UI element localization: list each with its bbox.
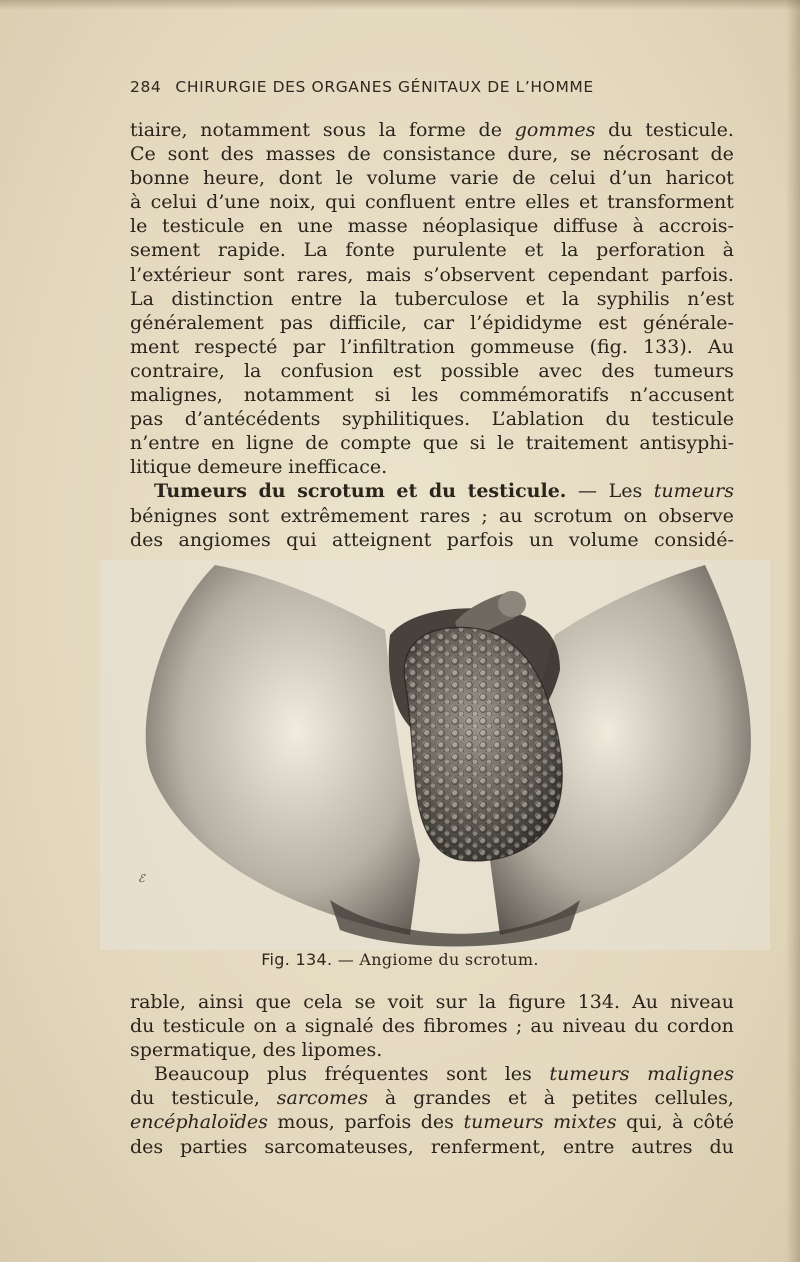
bold-word: et — [396, 480, 418, 503]
word: angiomes — [178, 528, 271, 551]
word: du — [130, 1015, 155, 1038]
word: le — [335, 167, 354, 190]
text-line — [130, 118, 734, 142]
word: scrotum — [533, 504, 613, 527]
word: parfois. — [661, 263, 734, 286]
page-number: 284 — [130, 78, 162, 96]
word: notamment — [200, 119, 311, 141]
word: spermatique, — [130, 1039, 257, 1062]
word: ment — [130, 335, 180, 358]
word: nécrosant — [603, 143, 699, 166]
word: figure — [508, 991, 566, 1013]
word: d’un — [609, 167, 652, 190]
figure-illustration — [100, 560, 770, 950]
word: volume — [366, 167, 437, 190]
word: cellules, — [654, 1087, 734, 1110]
word: d’une — [206, 191, 261, 214]
word: sur — [435, 991, 467, 1013]
word: est — [392, 359, 422, 382]
word: s’observent — [423, 263, 536, 286]
word: grandes — [413, 1087, 492, 1110]
text-line — [130, 407, 734, 431]
word: ainsi — [198, 991, 244, 1013]
word: cela — [303, 991, 343, 1013]
word: côté — [693, 1111, 734, 1134]
word: qui, — [626, 1111, 663, 1134]
word: ligne — [246, 432, 294, 455]
word: atteignent — [332, 528, 432, 551]
word: mais — [365, 263, 412, 286]
word: la — [243, 359, 262, 382]
word: n’entre — [130, 432, 200, 455]
word: petites — [571, 1087, 638, 1110]
word: mous, — [277, 1111, 335, 1134]
word: considé- — [653, 528, 734, 551]
text-line — [130, 455, 734, 479]
word: les — [504, 1063, 532, 1086]
italic-word: malignes — [647, 1063, 734, 1086]
italic-word: mixtes — [553, 1111, 617, 1134]
word: masse — [347, 215, 408, 238]
word: n’est — [687, 287, 734, 310]
word: confusion — [280, 359, 374, 382]
word: sous — [322, 119, 366, 141]
text-block-bottom — [130, 990, 734, 1159]
bold-word: du — [428, 480, 456, 503]
word: transforment — [607, 191, 734, 214]
word: si — [374, 384, 391, 407]
text-line — [130, 1062, 734, 1086]
word: les — [411, 384, 439, 407]
text-line — [130, 383, 734, 407]
word: du — [608, 119, 633, 141]
word: rapide. — [217, 239, 286, 262]
word: et — [507, 1087, 527, 1110]
word: haricot — [665, 167, 734, 190]
word: qui — [286, 528, 317, 551]
word: extrêmement — [280, 504, 409, 527]
word: la — [359, 287, 378, 310]
word: perforation — [596, 239, 705, 262]
word: noix, — [269, 191, 316, 214]
word: La — [303, 239, 328, 262]
text-line — [130, 479, 734, 503]
word: niveau — [670, 991, 734, 1013]
word: au — [498, 504, 523, 527]
word: se — [354, 991, 376, 1013]
word: dure, — [507, 143, 559, 166]
text-line — [130, 214, 734, 238]
word: niveau — [562, 1015, 627, 1038]
word: du — [709, 1135, 734, 1158]
word: par — [292, 335, 326, 358]
word: demeure — [197, 456, 283, 479]
word: la — [478, 991, 497, 1013]
word: fibromes — [423, 1015, 508, 1038]
word: difficile, — [329, 311, 408, 334]
word: entre — [562, 1135, 615, 1158]
word: une — [297, 215, 333, 238]
word: Ce — [130, 143, 156, 166]
page-edge-right — [786, 0, 800, 1262]
word: observe — [658, 504, 734, 527]
word: au — [530, 1015, 554, 1038]
word: parfois — [446, 528, 514, 551]
word: le — [497, 432, 515, 455]
word: un — [529, 528, 554, 551]
running-header — [130, 78, 690, 96]
word: l’infiltration — [340, 335, 456, 358]
text-line — [130, 1110, 734, 1134]
text-line — [130, 142, 734, 166]
word: on — [623, 504, 648, 527]
word: de — [710, 143, 734, 166]
word: à — [130, 191, 142, 214]
word: La — [130, 287, 154, 310]
word: cependant — [547, 263, 649, 286]
word: car — [423, 311, 455, 334]
word: L’ablation — [491, 408, 585, 431]
word: de — [305, 432, 329, 455]
word: des — [420, 1111, 454, 1134]
word: du — [605, 408, 630, 431]
word: syphilis — [596, 287, 670, 310]
word: entre — [464, 191, 517, 214]
word: consistance — [382, 143, 496, 166]
figure-caption-text: — Angiome du scrotum. — [337, 950, 539, 969]
figure-label: Fig. 134. — [261, 950, 333, 969]
word: masses — [265, 143, 336, 166]
word: entre — [290, 287, 343, 310]
word: l’extérieur — [130, 263, 231, 286]
word: des — [601, 359, 635, 382]
word: du — [130, 1087, 155, 1110]
text-line — [130, 431, 734, 455]
word: traitement — [525, 432, 628, 455]
word: à — [543, 1087, 556, 1110]
word: des — [130, 528, 164, 551]
word: testicule — [161, 215, 245, 238]
word: sont — [228, 504, 270, 527]
word: distinction — [171, 287, 274, 310]
italic-word: sarcomes — [276, 1087, 369, 1110]
word: sement — [130, 239, 201, 262]
text-line — [130, 190, 734, 214]
word: commémoratifs — [459, 384, 610, 407]
text-line — [130, 263, 734, 287]
bold-word: scrotum — [297, 480, 385, 503]
word: testicule, — [171, 1087, 260, 1110]
word: des — [262, 1039, 296, 1062]
word: tumeurs — [653, 359, 734, 382]
word: elles — [525, 191, 570, 214]
word: Au — [708, 335, 734, 358]
word: possible — [440, 359, 520, 382]
word: des — [130, 1135, 164, 1158]
word: le — [130, 215, 148, 238]
word: la — [561, 287, 580, 310]
word: pas — [279, 311, 314, 334]
word: sarcomateuses, — [264, 1135, 414, 1158]
word: à — [722, 239, 734, 262]
svg-text:ℰ: ℰ — [138, 872, 145, 885]
word: Les — [608, 480, 643, 503]
word: malignes, — [130, 384, 223, 407]
word: cordon — [666, 1015, 734, 1038]
word: tuberculose — [394, 287, 509, 310]
word: fréquentes — [324, 1063, 429, 1086]
word: on — [253, 1015, 278, 1038]
word: contraire, — [130, 359, 225, 382]
word: pas — [130, 408, 164, 431]
text-line — [130, 1014, 734, 1038]
word: volume — [568, 528, 639, 551]
running-title: CHIRURGIE DES ORGANES GÉNITAUX DE L’HOMME — [175, 78, 594, 96]
text-line — [130, 528, 734, 552]
text-line — [130, 287, 734, 311]
word: néoplasique — [422, 215, 539, 238]
word: avec — [538, 359, 583, 382]
word: est — [598, 311, 627, 334]
word: sont — [243, 263, 285, 286]
text-line — [130, 166, 734, 190]
word: que — [255, 991, 292, 1013]
word: ; — [481, 504, 488, 527]
word: Au — [632, 991, 659, 1013]
word: notamment — [243, 384, 354, 407]
word: si — [469, 432, 486, 455]
word: 134. — [577, 991, 621, 1013]
word: la — [378, 119, 397, 141]
word: à — [672, 1111, 684, 1134]
word: renferment, — [430, 1135, 546, 1158]
word: accrois- — [658, 215, 734, 238]
text-line — [130, 1038, 734, 1062]
word: bénignes — [130, 504, 218, 527]
word: générale- — [642, 311, 734, 334]
word: et — [524, 239, 544, 262]
text-line — [130, 359, 734, 383]
word: de — [347, 143, 371, 166]
word: sont — [167, 143, 209, 166]
word: rable, — [130, 991, 186, 1013]
word: varie — [450, 167, 499, 190]
word: rares, — [296, 263, 354, 286]
word: n’accusent — [629, 384, 734, 407]
word: à — [384, 1087, 397, 1110]
word: parties — [180, 1135, 248, 1158]
bold-word: testicule. — [467, 480, 567, 503]
word: a — [285, 1015, 297, 1038]
word: (fig. — [589, 335, 628, 358]
italic-word: tumeurs — [463, 1111, 544, 1134]
word: l’épididyme — [470, 311, 583, 334]
word: de — [478, 119, 502, 141]
word: en — [259, 215, 283, 238]
word: respecté — [194, 335, 278, 358]
word: plus — [266, 1063, 308, 1086]
word: et — [525, 287, 545, 310]
page-edge-top — [0, 0, 800, 10]
text-line — [130, 990, 734, 1014]
word: la — [561, 239, 579, 262]
text-line — [130, 1135, 734, 1159]
italic-word: gommes — [514, 119, 596, 141]
word: que — [422, 432, 459, 455]
text-line — [130, 335, 734, 359]
word: des — [220, 143, 254, 166]
word: sont — [446, 1063, 488, 1086]
word: celui — [150, 191, 197, 214]
word: généralement — [130, 311, 264, 334]
word: fonte — [345, 239, 395, 262]
word: compte — [340, 432, 412, 455]
word: forme — [408, 119, 466, 141]
word: ; — [515, 1015, 523, 1038]
text-line — [130, 504, 734, 528]
italic-word: tumeurs — [653, 480, 734, 503]
word: du — [634, 1015, 659, 1038]
word: celui — [549, 167, 596, 190]
text-line — [130, 1086, 734, 1110]
word: Beaucoup — [154, 1063, 250, 1086]
word: inefficace. — [288, 456, 388, 479]
word: en — [211, 432, 235, 455]
text-block-top — [130, 118, 734, 552]
figure-134 — [100, 560, 770, 950]
word: gommeuse — [470, 335, 575, 358]
word: qui — [325, 191, 356, 214]
bold-word: Tumeurs — [154, 480, 247, 503]
italic-word: encéphaloïdes — [130, 1111, 268, 1134]
word: dont — [278, 167, 323, 190]
word: — — [578, 480, 597, 503]
word: signalé — [304, 1015, 374, 1038]
word: confluent — [364, 191, 456, 214]
text-line — [130, 311, 734, 335]
word: et — [578, 191, 598, 214]
word: testicule — [162, 1015, 246, 1038]
word: d’antécédents — [184, 408, 321, 431]
word: lipomes. — [301, 1039, 383, 1062]
word: se — [570, 143, 592, 166]
word: parfois — [344, 1111, 412, 1134]
word: autres — [631, 1135, 693, 1158]
word: rares — [419, 504, 471, 527]
italic-word: tumeurs — [549, 1063, 630, 1086]
word: litique — [130, 456, 192, 479]
bold-word: du — [258, 480, 286, 503]
word: antisyphi- — [639, 432, 734, 455]
word: de — [512, 167, 536, 190]
figure-caption — [0, 950, 800, 969]
word: testicule. — [645, 119, 734, 141]
word: bonne — [130, 167, 190, 190]
word: 133). — [643, 335, 693, 358]
word: purulente — [412, 239, 507, 262]
word: des — [381, 1015, 416, 1038]
word: testicule — [651, 408, 734, 431]
word: tiaire, — [130, 119, 188, 141]
word: diffuse — [552, 215, 618, 238]
word: à — [632, 215, 644, 238]
text-line — [130, 238, 734, 262]
word: syphilitiques. — [341, 408, 471, 431]
word: voit — [387, 991, 424, 1013]
word: heure, — [202, 167, 266, 190]
